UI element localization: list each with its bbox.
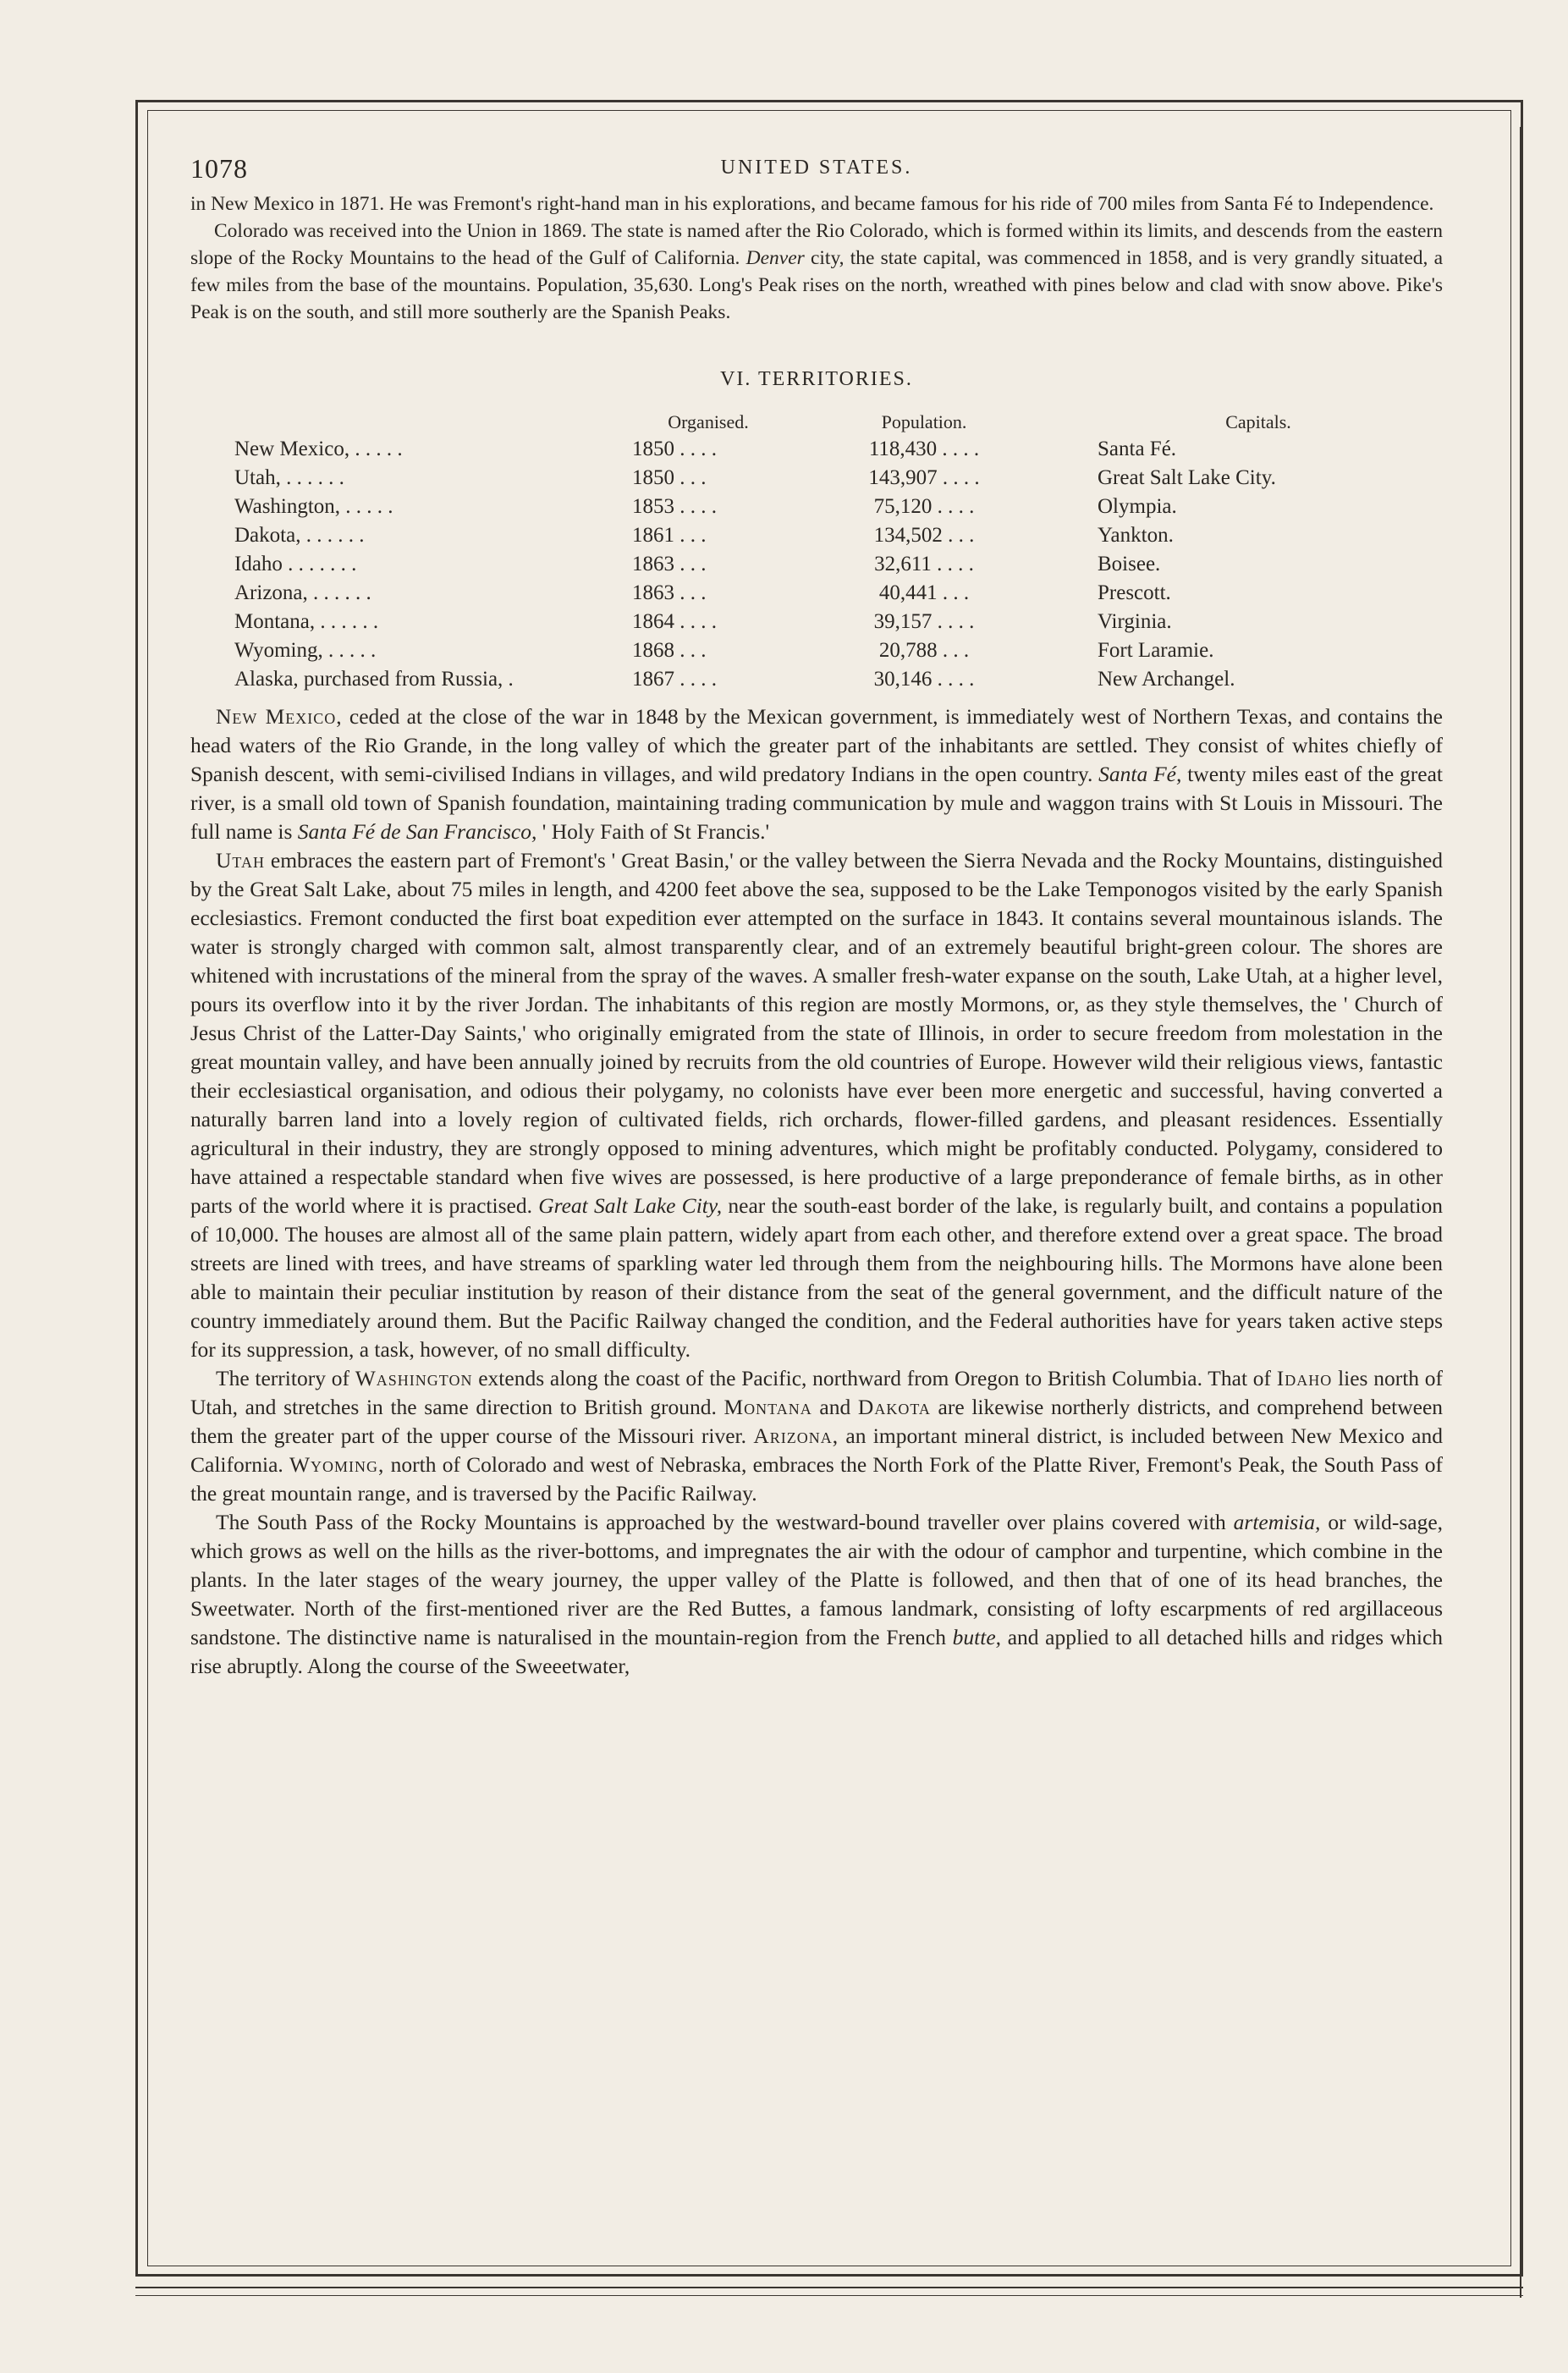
bottom-rule-thin <box>135 2295 1523 2296</box>
table-row: New Mexico, . . . . . 1850 . . . . 118,430 . . . . Santa Fé. <box>234 438 1177 460</box>
section-title: VI. TERRITORIES. <box>720 368 913 390</box>
denver-name: Denver <box>745 247 805 269</box>
running-title: UNITED STATES. <box>720 157 913 179</box>
paragraph-south-pass: The South Pass of the Rocky Mountains is approached by the westward-bound traveller over plains covered with artemisia, or wild-sage, which grows as well on the hills as the river-bottoms, and impregnates the air with the odour of camphor and turpentine, which combine in the plants. In the later stages of the weary journey, the upper valley of the Platte is followed, and then that of one of its head branches, the Sweetwater. North of the first-mentioned river are the Red Buttes, a famous landmark, consisting of lofty escarpments of red argillaceous sandstone. The distinctive name is naturalised in the mountain-region from the French butte, and applied to all detached hills and ridges which rise abruptly. Along the course of the Sweeetwater, <box>190 1510 1444 1678</box>
paragraph-utah: Utah embraces the eastern part of Fremont's ' Great Basin,' or the valley between the Sierra Nevada and the Rocky Mountains, distinguished by the Great Salt Lake, about 75 miles in length, and 4200 feet above the sea, supposed to be the Lake Temponogos visited by the early Spanish ecclesiastics. Fremont conducted the first boat expedition ever attempted on the surface in 1843. It contains several mountainous islands. The water is strongly charged with common salt, almost transparently clear, and of an extremely beautiful bright-green colour. The shores are whitened with incrustations of the mineral from the spray of the waves. A smaller fresh-water expanse on the south, Lake Utah, at a higher level, pours its overflow into it by the river Jordan. The inhabitants of this region are mostly Mormons, or, as they style themselves, the ' Church of Jesus Christ of the Latter-Day Saints,' who originally emigrated from the state of Illinois, in order to secure freedom from molestation in the great mountain valley, and have been annually joined by recruits from the old countries of Europe. However wild their religious views, fantastic their ecclesiastical organisation, and odious their polygamy, no colonists have ever been more energetic and successful, having converted a naturally barren land into a lovely region of cultivated fields, rich orchards, flower-filled gardens, and pleasant residences. Essentially agricultural in their industry, they are strongly opposed to mining adventures, which might be profitably conducted. Polygamy, considered to have attained a respectable standard when five wives are possessed, is here productive of a large preponderance of female births, as in other parts of the world where it is practised. Great Salt Lake City, near the south-east border of the lake, is regularly built, and contains a population of 10,000. The houses are almost all of the same plain pattern, widely apart from each other, and therefore extend over a great space. The broad streets are lined with trees, and have streams of sparkling water led through them from the neighbouring hills. The Mormons have alone been able to maintain their peculiar institution by reason of their distance from the seat of the general government, and the difficult nature of the country immediately around them. But the Pacific Railway changed the condition, and the Federal authorities have for years taken active steps for its suppression, a task, however, of no small difficulty. <box>190 848 1444 1362</box>
page-content <box>190 148 1443 1681</box>
table-row: Alaska, purchased from Russia, . 1867 . . . . 30,146 . . . . New Archangel. <box>234 668 1235 691</box>
column-header-territory <box>234 410 632 435</box>
running-head <box>190 148 1443 190</box>
table-row: Washington, . . . . . 1853 . . . . 75,120 . . . . Olympia. <box>234 495 1177 518</box>
column-header-population: Population. <box>881 411 967 432</box>
paragraph-fremont: in New Mexico in 1871. He was Fremont's right-hand man in his explorations, and became famous for his ride of 700 miles from Santa Fé to Independence. <box>190 193 1434 215</box>
page-number: 1078 <box>190 153 248 184</box>
territories-table <box>234 410 1453 694</box>
intro-text <box>190 190 1443 326</box>
table-row: Wyoming, . . . . . 1868 . . . 20,788 . . . Fort Laramie. <box>234 639 1214 662</box>
table-row: Montana, . . . . . . 1864 . . . . 39,157 . . . . Virginia. <box>234 610 1172 633</box>
column-header-organised: Organised. <box>668 411 749 432</box>
page-edge-rule <box>1520 127 1521 2298</box>
table-header-row <box>234 410 1453 435</box>
table-row: Utah, . . . . . . 1850 . . . 143,907 . . . . Great Salt Lake City. <box>234 466 1276 489</box>
body-text <box>190 702 1443 1681</box>
paragraph-territories: The territory of Washington extends along the coast of the Pacific, northward from Oregon to British Columbia. That of Idaho lies north of Utah, and stretches in the same direction to British ground. Montana and Dakota are likewise northerly districts, and comprehend between them the greater part of the upper course of the Missouri river. Arizona, an important mineral district, is included between New Mexico and California. Wyoming, north of Colorado and west of Nebraska, embraces the North Fork of the Platte River, Fremont's Peak, the South Pass of the great mountain range, and is traversed by the Pacific Railway. <box>190 1366 1444 1506</box>
column-header-capitals: Capitals. <box>1225 411 1291 432</box>
paragraph-colorado: Colorado was received into the Union in 1869. The state is named after the Rio Colorado, which is formed within its limits, and descends from the eastern slope of the Rocky Mountains to the head of the Gulf of California. Denver city, the state capital, was commenced in 1858, and is very grandly situated, a few miles from the base of the mountains. Population, 35,630. Long's Peak rises on the north, wreathed with pines below and clad with snow above. Pike's Peak is on the south, and still more southerly are the Spanish Peaks. <box>190 220 1444 323</box>
table-row: Arizona, . . . . . . 1863 . . . 40,441 . . . Prescott. <box>234 581 1171 604</box>
bottom-rule <box>135 2287 1523 2288</box>
paragraph-new-mexico: New Mexico, ceded at the close of the war in 1848 by the Mexican government, is immediately west of Northern Texas, and contains the head waters of the Rio Grande, in the long valley of which the greater part of the inhabitants are settled. They consist of whites chiefly of Spanish descent, with semi-civilised Indians in villages, and wild predatory Indians in the open country. Santa Fé, twenty miles east of the great river, is a small old town of Spanish foundation, maintaining trading communication by mule and waggon trains with St Louis in Missouri. The full name is Santa Fé de San Francisco, ' Holy Faith of St Francis.' <box>190 704 1444 844</box>
table-row: Dakota, . . . . . . 1861 . . . 134,502 . . . Yankton. <box>234 524 1174 547</box>
table-row: Idaho . . . . . . . 1863 . . . 32,611 . . . . Boisee. <box>234 553 1161 575</box>
